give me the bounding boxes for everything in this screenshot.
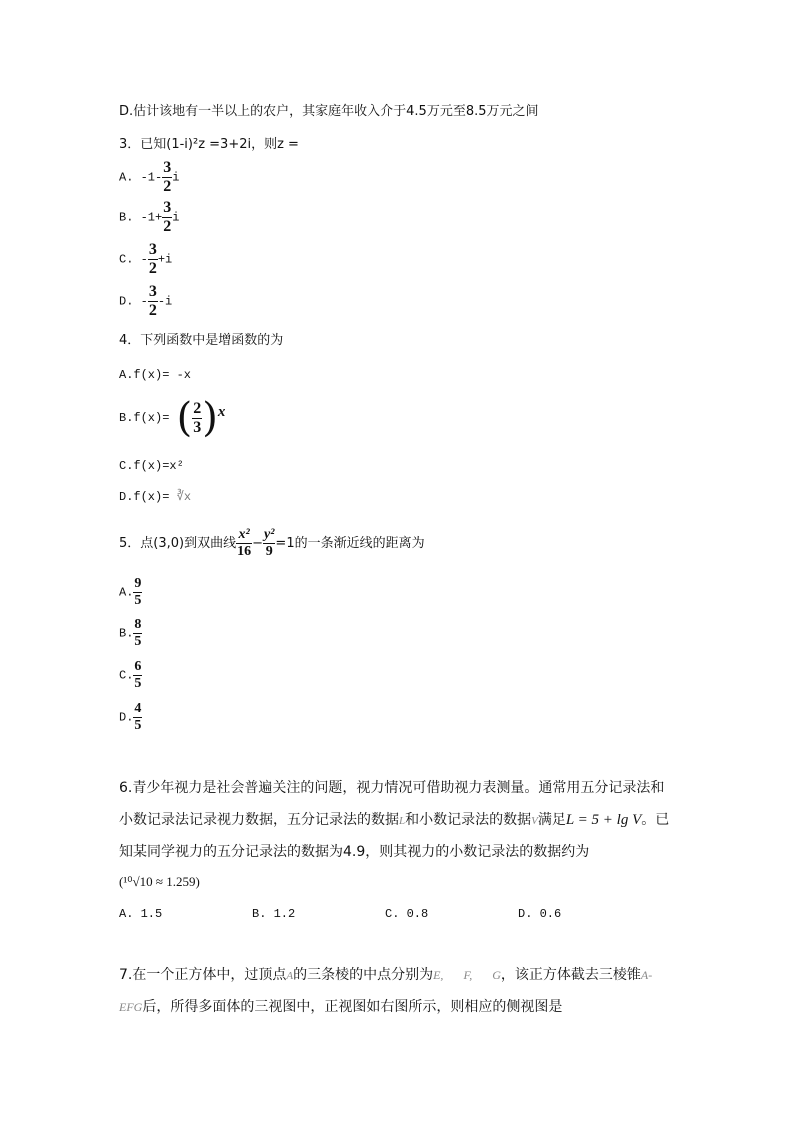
formula: L = 5 + lg V — [565, 812, 642, 828]
option-suffix: i — [172, 210, 180, 225]
q7-line-2 — [119, 999, 562, 1015]
fraction-denominator: 2 — [163, 218, 172, 235]
option-label: A. — [119, 170, 141, 185]
fraction — [133, 660, 142, 691]
fraction-numerator: x² — [238, 527, 250, 542]
q6-line-2 — [119, 812, 669, 829]
text: 和小数记录法的数据 — [405, 812, 532, 828]
fraction-denominator: 9 — [265, 544, 273, 559]
option-suffix: +i — [157, 252, 173, 267]
q4-stem: 4．下列函数中是增函数的为 — [119, 333, 284, 348]
fraction-numerator: 3 — [148, 241, 157, 258]
fraction-x — [236, 528, 252, 559]
option-label: D. — [119, 294, 141, 309]
q4-option-a: A.f(x)= -x — [119, 368, 192, 382]
option-label: C. — [119, 252, 141, 267]
option-suffix: i — [172, 170, 180, 185]
q3-option-c — [119, 242, 172, 277]
option-label: B.f(x)= — [119, 411, 177, 426]
fraction-numerator: 3 — [163, 199, 172, 216]
fraction-numerator: 4 — [134, 701, 142, 716]
fraction-denominator: 2 — [148, 302, 157, 319]
variable-A: A — [286, 970, 294, 982]
text: 满足 — [537, 812, 566, 828]
q5-option-d — [119, 702, 142, 733]
fraction-denominator: 5 — [134, 676, 142, 691]
fraction-numerator: 3 — [163, 159, 172, 176]
variable-E: E, — [433, 968, 444, 982]
fraction — [192, 401, 202, 436]
fraction-denominator: 2 — [148, 260, 157, 277]
text: 小数记录法记录视力数据，五分记录法的数据 — [119, 812, 399, 828]
fraction-denominator: 5 — [134, 593, 142, 608]
q3-option-d — [119, 284, 172, 319]
fraction-numerator: 6 — [134, 659, 142, 674]
option-suffix: -i — [157, 294, 173, 309]
fraction-numerator: 9 — [134, 576, 142, 591]
q2-option-d: D.估计该地有一半以上的农户，其家庭年收入介于4.5万元至8.5万元之间 — [119, 104, 539, 119]
option-label: B. — [119, 626, 134, 641]
option-prefix: - — [140, 294, 148, 309]
fraction-numerator: 8 — [134, 617, 142, 632]
fraction-denominator: 5 — [134, 634, 142, 649]
fraction-denominator: 16 — [237, 544, 252, 559]
option-label: D.f(x)= — [119, 490, 177, 504]
fraction-numerator: y² — [264, 527, 275, 542]
fraction-denominator: 2 — [163, 178, 172, 195]
q6-option-a: A. 1.5 — [119, 907, 163, 921]
text: ，该正方体截去三棱锥 — [500, 967, 641, 983]
q6-options — [119, 906, 651, 922]
variable-G: G — [492, 968, 501, 982]
fraction — [133, 618, 142, 649]
q4-option-c: C.f(x)=x² — [119, 459, 184, 473]
q3-option-b — [119, 200, 179, 235]
option-label: A. — [119, 585, 134, 600]
text: 的三条棱的中点分别为 — [293, 967, 434, 983]
fraction — [148, 284, 158, 319]
fraction — [162, 160, 172, 195]
option-label: D. — [119, 710, 134, 725]
variable-F: F, — [463, 968, 473, 982]
option-prefix: -1- — [140, 170, 163, 185]
q6-option-c: C. 0.8 — [385, 907, 429, 921]
q6-line-3: 知某同学视力的五分记录法的数据为4.9，则其视力的小数记录法的数据约为 — [119, 844, 590, 860]
q3-option-a — [119, 160, 179, 195]
q3-stem: 3．已知(1-i)²z =3+2i，则z = — [119, 137, 299, 152]
variable-L: L — [399, 815, 406, 827]
variable-V: V — [531, 815, 538, 827]
q6-option-d: D. 0.6 — [518, 907, 562, 921]
fraction-denominator: 3 — [193, 418, 202, 436]
q5-option-b — [119, 618, 142, 649]
q6-option-b: B. 1.2 — [252, 907, 296, 921]
fraction-numerator: 3 — [148, 283, 157, 300]
q6-line-1: 6.青少年视力是社会普遍关注的问题，视力情况可借助视力表测量。通常用五分记录法和 — [119, 780, 665, 796]
fraction-y — [263, 528, 275, 559]
fraction — [162, 200, 172, 235]
fraction-denominator: 5 — [134, 718, 142, 733]
option-label: C. — [119, 668, 134, 683]
q5-option-a — [119, 577, 142, 608]
minus-sign: − — [252, 536, 263, 551]
fraction — [133, 577, 142, 608]
variable-A-dash: A- — [640, 968, 653, 982]
left-paren: ( — [176, 395, 193, 441]
q7-line-1 — [119, 967, 652, 984]
exponent: x — [217, 404, 226, 421]
q4-option-b — [119, 395, 226, 441]
fraction — [133, 702, 142, 733]
stem-prefix: 5．点(3,0)到双曲线 — [119, 536, 237, 551]
q5-option-c — [119, 660, 142, 691]
text: 7.在一个正方体中，过顶点 — [119, 967, 287, 983]
option-prefix: - — [140, 252, 148, 267]
q5-stem — [119, 528, 425, 559]
right-paren: ) — [202, 395, 218, 441]
cube-root-expression: ∛x — [176, 490, 192, 504]
option-label: B. — [119, 210, 141, 225]
stem-suffix: =1的一条渐近线的距离为 — [275, 536, 425, 551]
variable-EFG: EFG — [119, 1000, 143, 1014]
text: 。已 — [641, 812, 670, 828]
option-prefix: -1+ — [140, 210, 163, 225]
q6-hint: (¹⁰√10 ≈ 1.259) — [119, 874, 200, 889]
text: 后，所得多面体的三视图中，正视图如右图所示，则相应的侧视图是 — [142, 999, 563, 1015]
q4-option-d — [119, 489, 191, 505]
fraction — [148, 242, 158, 277]
fraction-numerator: 2 — [193, 399, 202, 417]
